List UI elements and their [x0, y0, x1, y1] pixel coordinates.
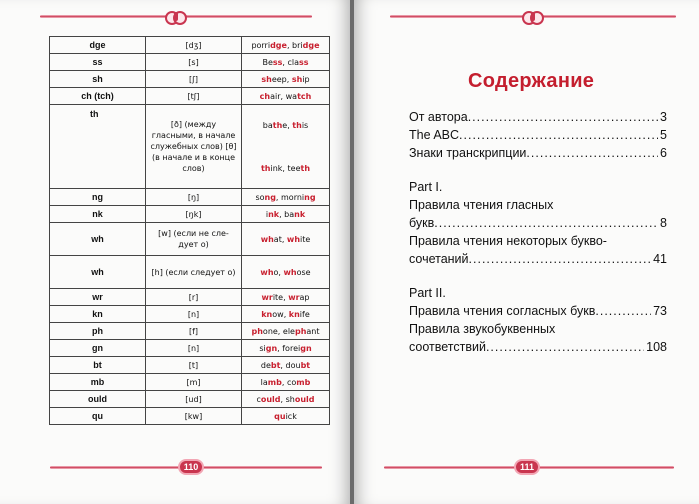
letters-cell: ph: [50, 323, 146, 340]
word-part: ap: [299, 292, 310, 302]
letters-cell: wh: [50, 223, 146, 256]
sound-cell: [t]: [146, 357, 242, 374]
example-words: [245, 394, 326, 405]
example-words: [245, 309, 326, 320]
example-words-cell: [242, 223, 330, 256]
word-part: one, ele: [262, 326, 295, 336]
highlighted-letters: sh: [291, 74, 303, 84]
table-row: [50, 54, 330, 71]
word-part: ink, tee: [270, 163, 301, 173]
highlighted-letters: ng: [264, 192, 276, 202]
word-part: la: [260, 377, 268, 387]
highlighted-letters: wh: [260, 234, 274, 244]
top-ornament-right: [390, 12, 676, 21]
word-part: , sh: [280, 394, 295, 404]
example-words: [245, 326, 326, 337]
table-of-contents: [409, 108, 667, 356]
highlighted-letters: th: [300, 163, 311, 173]
letters-cell: kn: [50, 306, 146, 323]
highlighted-letters: wh: [286, 234, 301, 244]
part1-combos-entry[interactable]: сочетаний ..... 41: [409, 250, 667, 268]
highlighted-letters: dge: [270, 40, 287, 50]
example-words: [245, 57, 326, 68]
sound-cell: [w] (если не сле-дует о): [146, 223, 242, 256]
word-part: at,: [273, 234, 287, 244]
example-words: [245, 74, 326, 85]
word-part: , cla: [282, 57, 300, 67]
table-row: [50, 306, 330, 323]
part2-sound-letter-line[interactable]: Правила звукобуквенных: [409, 322, 556, 336]
sound-cell: [ʃ]: [146, 71, 242, 88]
example-words: [245, 343, 326, 354]
word-part: , forei: [277, 343, 301, 353]
word-part: ip: [302, 74, 310, 84]
example-words: [245, 292, 326, 303]
sound-cell: [f]: [146, 323, 242, 340]
table-row: [50, 105, 330, 189]
sound-cell: [ð] (между гласными, в начале служебных слов) [θ] (в начале и в конце слов): [146, 105, 242, 189]
example-words: [245, 377, 326, 388]
highlighted-letters: ould: [294, 394, 315, 404]
part1-vowels-line[interactable]: Правила чтения гласных: [409, 198, 554, 212]
highlighted-letters: ph: [251, 326, 263, 336]
example-words-cell: [242, 323, 330, 340]
highlighted-letters: ch: [259, 91, 271, 101]
part1-combos-line[interactable]: Правила чтения некоторых букво-: [409, 234, 607, 248]
letters-cell: bt: [50, 357, 146, 374]
letters-cell: wr: [50, 289, 146, 306]
page-number-left: 110: [178, 459, 204, 475]
word-part: ite: [300, 234, 311, 244]
letters-cell: ould: [50, 391, 146, 408]
highlighted-letters: sh: [261, 74, 272, 84]
table-row: [50, 223, 330, 256]
word-part: air, wa: [270, 91, 298, 101]
table-row: [50, 71, 330, 88]
table-row: [50, 391, 330, 408]
letters-cell: qu: [50, 408, 146, 425]
example-words-cell: [242, 105, 330, 189]
toc-entry[interactable]: Знаки транскрипции ..... 6: [409, 144, 667, 162]
table-row: [50, 289, 330, 306]
highlighted-letters: ng: [304, 192, 316, 202]
word-part: , co: [281, 377, 297, 387]
table-row: [50, 88, 330, 105]
letters-cell: th: [50, 105, 146, 189]
highlighted-letters: kn: [288, 309, 300, 319]
word-part: ose: [296, 267, 311, 277]
reading-rules-table: [49, 36, 330, 425]
table-row: [50, 189, 330, 206]
example-words-cell: [242, 88, 330, 105]
letters-cell: ng: [50, 189, 146, 206]
word-part: si: [259, 343, 266, 353]
table-row: [50, 206, 330, 223]
top-ornament-left: [40, 12, 312, 21]
example-words-cell: [242, 256, 330, 289]
example-words: [245, 411, 326, 422]
contents-title: Содержание: [468, 70, 595, 92]
highlighted-letters: th: [292, 120, 302, 130]
word-part: eep,: [271, 74, 292, 84]
sound-cell: [ŋ]: [146, 189, 242, 206]
letters-cell: ss: [50, 54, 146, 71]
word-part: Be: [262, 57, 273, 67]
table-row: [50, 37, 330, 54]
table-row: [50, 374, 330, 391]
sound-cell: [n]: [146, 340, 242, 357]
word-part: , dou: [280, 360, 301, 370]
example-words: [245, 192, 326, 203]
part1-heading: Part I.: [409, 180, 443, 194]
example-words-cell: [242, 289, 330, 306]
example-words-cell: [242, 189, 330, 206]
highlighted-letters: th: [260, 163, 271, 173]
highlighted-letters: gn: [300, 343, 312, 353]
sound-cell: [s]: [146, 54, 242, 71]
example-words-cell: [242, 37, 330, 54]
sound-cell: [ŋk]: [146, 206, 242, 223]
word-part: is: [301, 120, 309, 130]
page-number-right: 111: [514, 459, 540, 475]
highlighted-letters: bt: [270, 360, 281, 370]
example-words: [245, 120, 326, 131]
example-words: [245, 209, 326, 220]
sound-cell: [kw]: [146, 408, 242, 425]
word-part: , morni: [275, 192, 305, 202]
example-words-cell: [242, 357, 330, 374]
word-part: ant: [306, 326, 320, 336]
example-words-cell: [242, 54, 330, 71]
word-part: , bri: [286, 40, 303, 50]
part1-vowels-entry[interactable]: букв ..... 8: [409, 214, 667, 232]
word-part: ow,: [272, 309, 289, 319]
word-part: o,: [273, 267, 284, 277]
word-part: ife: [299, 309, 310, 319]
letters-cell: wh: [50, 256, 146, 289]
example-words-cell: [242, 340, 330, 357]
letters-cell: gn: [50, 340, 146, 357]
highlighted-letters: qu: [274, 411, 286, 421]
highlighted-letters: th: [272, 120, 283, 130]
toc-entry[interactable]: От автора ..... 3: [409, 108, 667, 126]
highlighted-letters: nk: [294, 209, 306, 219]
highlighted-letters: wh: [283, 267, 297, 277]
table-row: [50, 357, 330, 374]
part2-sound-letter-entry[interactable]: соответствий ..... 108: [409, 338, 667, 356]
table-row: [50, 256, 330, 289]
example-words-cell: [242, 374, 330, 391]
letters-cell: ch (tch): [50, 88, 146, 105]
table-row: [50, 408, 330, 425]
highlighted-letters: mb: [267, 377, 282, 387]
sound-cell: [r]: [146, 289, 242, 306]
example-words-cell: [242, 206, 330, 223]
word-part: e,: [282, 120, 293, 130]
sound-cell: [dʒ]: [146, 37, 242, 54]
highlighted-letters: nk: [268, 209, 280, 219]
highlighted-letters: bt: [300, 360, 311, 370]
highlighted-letters: wh: [260, 267, 274, 277]
highlighted-letters: gn: [265, 343, 278, 353]
letters-cell: dge: [50, 37, 146, 54]
letters-cell: sh: [50, 71, 146, 88]
sound-cell: [ud]: [146, 391, 242, 408]
highlighted-letters: ss: [272, 57, 283, 67]
highlighted-letters: kn: [261, 309, 273, 319]
example-words-cell: [242, 306, 330, 323]
example-words: [245, 91, 326, 102]
example-words: [245, 40, 326, 51]
example-words: [245, 234, 326, 245]
word-part: i: [265, 209, 269, 219]
word-part: , ba: [279, 209, 295, 219]
highlighted-letters: tch: [297, 91, 312, 101]
sound-cell: [tʃ]: [146, 88, 242, 105]
example-words: [245, 163, 326, 174]
sound-cell: [h] (если следует о): [146, 256, 242, 289]
word-part: de: [260, 360, 271, 370]
highlighted-letters: dge: [302, 40, 320, 50]
highlighted-letters: ss: [299, 57, 309, 67]
sound-cell: [n]: [146, 306, 242, 323]
example-words: [245, 267, 326, 278]
toc-entry[interactable]: The ABC ..... 5: [409, 126, 667, 144]
highlighted-letters: ph: [294, 326, 307, 336]
highlighted-letters: mb: [296, 377, 311, 387]
word-part: porri: [251, 40, 271, 50]
word-part: ick: [285, 411, 297, 421]
example-words: [245, 360, 326, 371]
example-words-cell: [242, 71, 330, 88]
letters-cell: mb: [50, 374, 146, 391]
word-part: ite,: [272, 292, 289, 302]
word-part: so: [255, 192, 265, 202]
highlighted-letters: wr: [261, 292, 273, 302]
table-row: [50, 340, 330, 357]
highlighted-letters: ould: [260, 394, 281, 404]
sound-cell: [m]: [146, 374, 242, 391]
letters-cell: nk: [50, 206, 146, 223]
word-part: c: [256, 394, 261, 404]
example-words-cell: [242, 391, 330, 408]
example-words-cell: [242, 408, 330, 425]
table-row: [50, 323, 330, 340]
highlighted-letters: wr: [288, 292, 300, 302]
part2-consonants-entry[interactable]: Правила чтения согласных букв ..... 73: [409, 302, 667, 320]
part2-heading: Part II.: [409, 286, 446, 300]
word-part: ba: [262, 120, 273, 130]
